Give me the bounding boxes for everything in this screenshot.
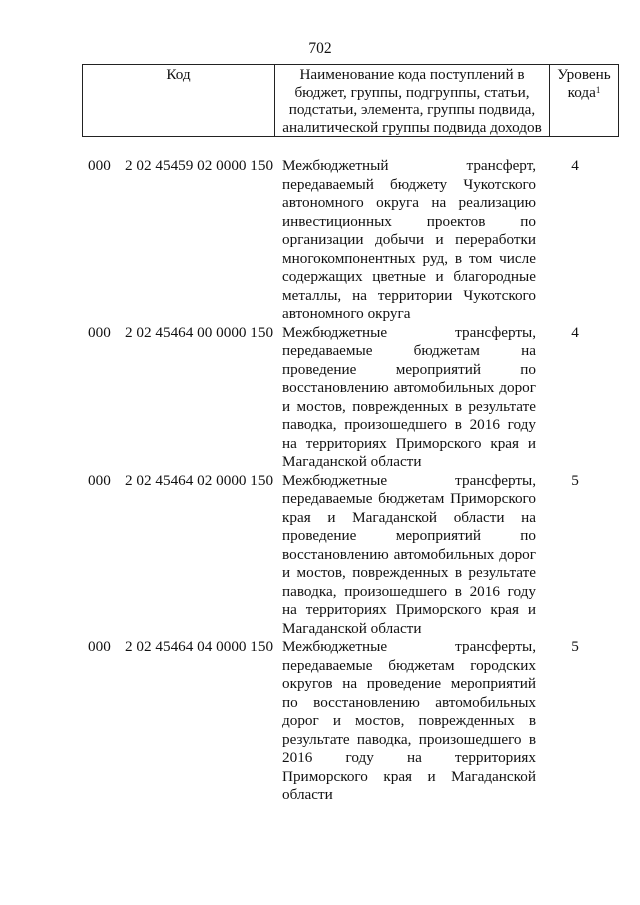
row-name: Межбюджетные трансферты, передаваемые бюджетам Приморского края и Магаданской области на проведение мероприятий по восстановлению автомобильных дорог и мостов, поврежденных в результате паводка, произошедшего в 2016 году на территориях Приморского края и Магаданской области xyxy=(282,471,536,637)
row-prefix: 000 xyxy=(88,157,111,174)
header-level-label: Уровень кода xyxy=(557,66,611,101)
header-level-footnote: 1 xyxy=(595,84,601,95)
row-prefix: 000 xyxy=(88,471,111,489)
table-row xyxy=(0,324,640,472)
table-row xyxy=(0,472,640,639)
header-name: Наименование кода поступлений в бюджет, группы, подгруппы, статьи, подстатьи, элемента, группы подвида, аналитической группы подвида доходов xyxy=(275,65,550,137)
table-header xyxy=(82,64,619,137)
row-code: 2 02 45464 04 0000 150 xyxy=(125,638,274,655)
table-row xyxy=(0,157,640,324)
header-level xyxy=(550,65,619,137)
row-level: 4 xyxy=(571,323,579,341)
row-code: 2 02 45459 02 0000 150 xyxy=(125,157,274,174)
row-code: 2 02 45464 02 0000 150 xyxy=(125,471,274,489)
row-level: 5 xyxy=(571,638,579,655)
row-name: Межбюджетные трансферты, передаваемые бюджетам на проведение мероприятий по восстановлению автомобильных дорог и мостов, поврежденных в результате паводка, произошедшего в 2016 году на территориях Приморского края и Магаданской области xyxy=(282,323,536,470)
header-code: Код xyxy=(83,65,275,137)
row-level: 5 xyxy=(571,471,579,489)
row-level: 4 xyxy=(571,157,579,174)
table-row xyxy=(0,638,640,805)
row-name: Межбюджетные трансферты, передаваемые бюджетам городских округов на проведение мероприятий по восстановлению автомобильных дорог и мостов, поврежденных в результате паводка, произошедшего в 2016 году на территориях Приморского края и Магаданской области xyxy=(282,638,536,803)
table-body xyxy=(0,157,640,805)
page-number: 702 xyxy=(308,40,332,57)
row-name: Межбюджетный трансферт, передаваемый бюджету Чукотского автономного округа на реализацию инвестиционных проектов по организации добычи и переработки многокомпонентных руд, в том числе содержащих цветные и благородные металлы, на территории Чукотского автономного округа xyxy=(282,157,536,322)
row-prefix: 000 xyxy=(88,638,111,655)
row-code: 2 02 45464 00 0000 150 xyxy=(125,323,274,341)
row-prefix: 000 xyxy=(88,323,111,341)
